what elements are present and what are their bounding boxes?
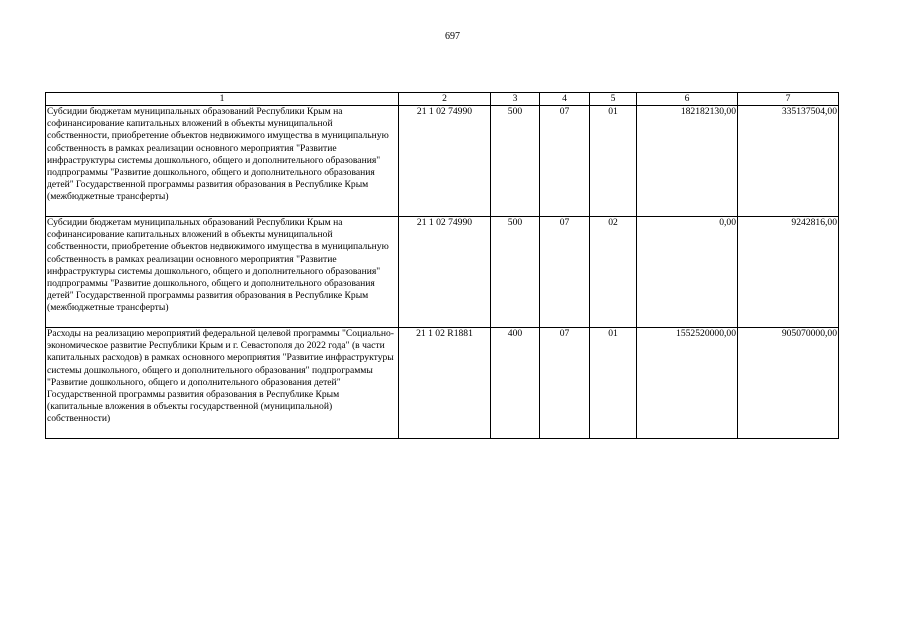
row-col5: 02	[590, 217, 637, 328]
row-code: 21 1 02 R1881	[399, 328, 491, 439]
row-description: Субсидии бюджетам муниципальных образований Республики Крым на софинансирование капитальных вложений в объекты муниципальной собственности, приобретение объектов недвижимого имущества в муниципальную собственность в рамках реализации основного мероприятия "Развитие инфраструктуры системы дошкольного, общего и дополнительного образования" подпрограммы "Развитие дошкольного, общего и дополнительного образования детей" Государственной программы развития образования в Республике Крым (межбюджетные трансферты)	[46, 106, 399, 217]
column-header-6: 6	[637, 93, 738, 106]
column-header-2: 2	[399, 93, 491, 106]
row-description: Расходы на реализацию мероприятий федеральной целевой программы "Социально-экономическое развитие Республики Крым и г. Севастополя до 2022 года" (в части капитальных расходов) в рамках основного мероприятия "Развитие инфраструктуры системы дошкольного, общего и дополнительного образования" подпрограммы "Развитие дошкольного, общего и дополнительного образования детей" Государственной программы развития образования в Республике Крым (капитальные вложения в объекты государственной (муниципальной) собственности)	[46, 328, 399, 439]
column-header-7: 7	[738, 93, 839, 106]
budget-table	[45, 92, 839, 439]
table-row	[46, 106, 839, 217]
row-col4: 07	[540, 328, 590, 439]
column-header-5: 5	[590, 93, 637, 106]
page-number: 697	[445, 31, 460, 42]
table-row	[46, 217, 839, 328]
row-col3: 400	[491, 328, 540, 439]
row-amount-col6: 182182130,00	[637, 106, 738, 217]
row-col5: 01	[590, 328, 637, 439]
row-code: 21 1 02 74990	[399, 217, 491, 328]
row-amount-col6: 0,00	[637, 217, 738, 328]
column-header-3: 3	[491, 93, 540, 106]
row-code: 21 1 02 74990	[399, 106, 491, 217]
column-header-1: 1	[46, 93, 399, 106]
row-amount-col7: 9242816,00	[738, 217, 839, 328]
row-col4: 07	[540, 106, 590, 217]
column-header-4: 4	[540, 93, 590, 106]
row-description: Субсидии бюджетам муниципальных образований Республики Крым на софинансирование капитальных вложений в объекты муниципальной собственности, приобретение объектов недвижимого имущества в муниципальную собственность в рамках реализации основного мероприятия "Развитие инфраструктуры системы дошкольного, общего и дополнительного образования" подпрограммы "Развитие дошкольного, общего и дополнительного образования детей" Государственной программы развития образования в Республике Крым (межбюджетные трансферты)	[46, 217, 399, 328]
row-col3: 500	[491, 217, 540, 328]
row-col5: 01	[590, 106, 637, 217]
row-amount-col6: 1552520000,00	[637, 328, 738, 439]
table-row	[46, 328, 839, 439]
row-col3: 500	[491, 106, 540, 217]
row-col4: 07	[540, 217, 590, 328]
header-row	[46, 93, 839, 106]
row-amount-col7: 905070000,00	[738, 328, 839, 439]
row-amount-col7: 335137504,00	[738, 106, 839, 217]
